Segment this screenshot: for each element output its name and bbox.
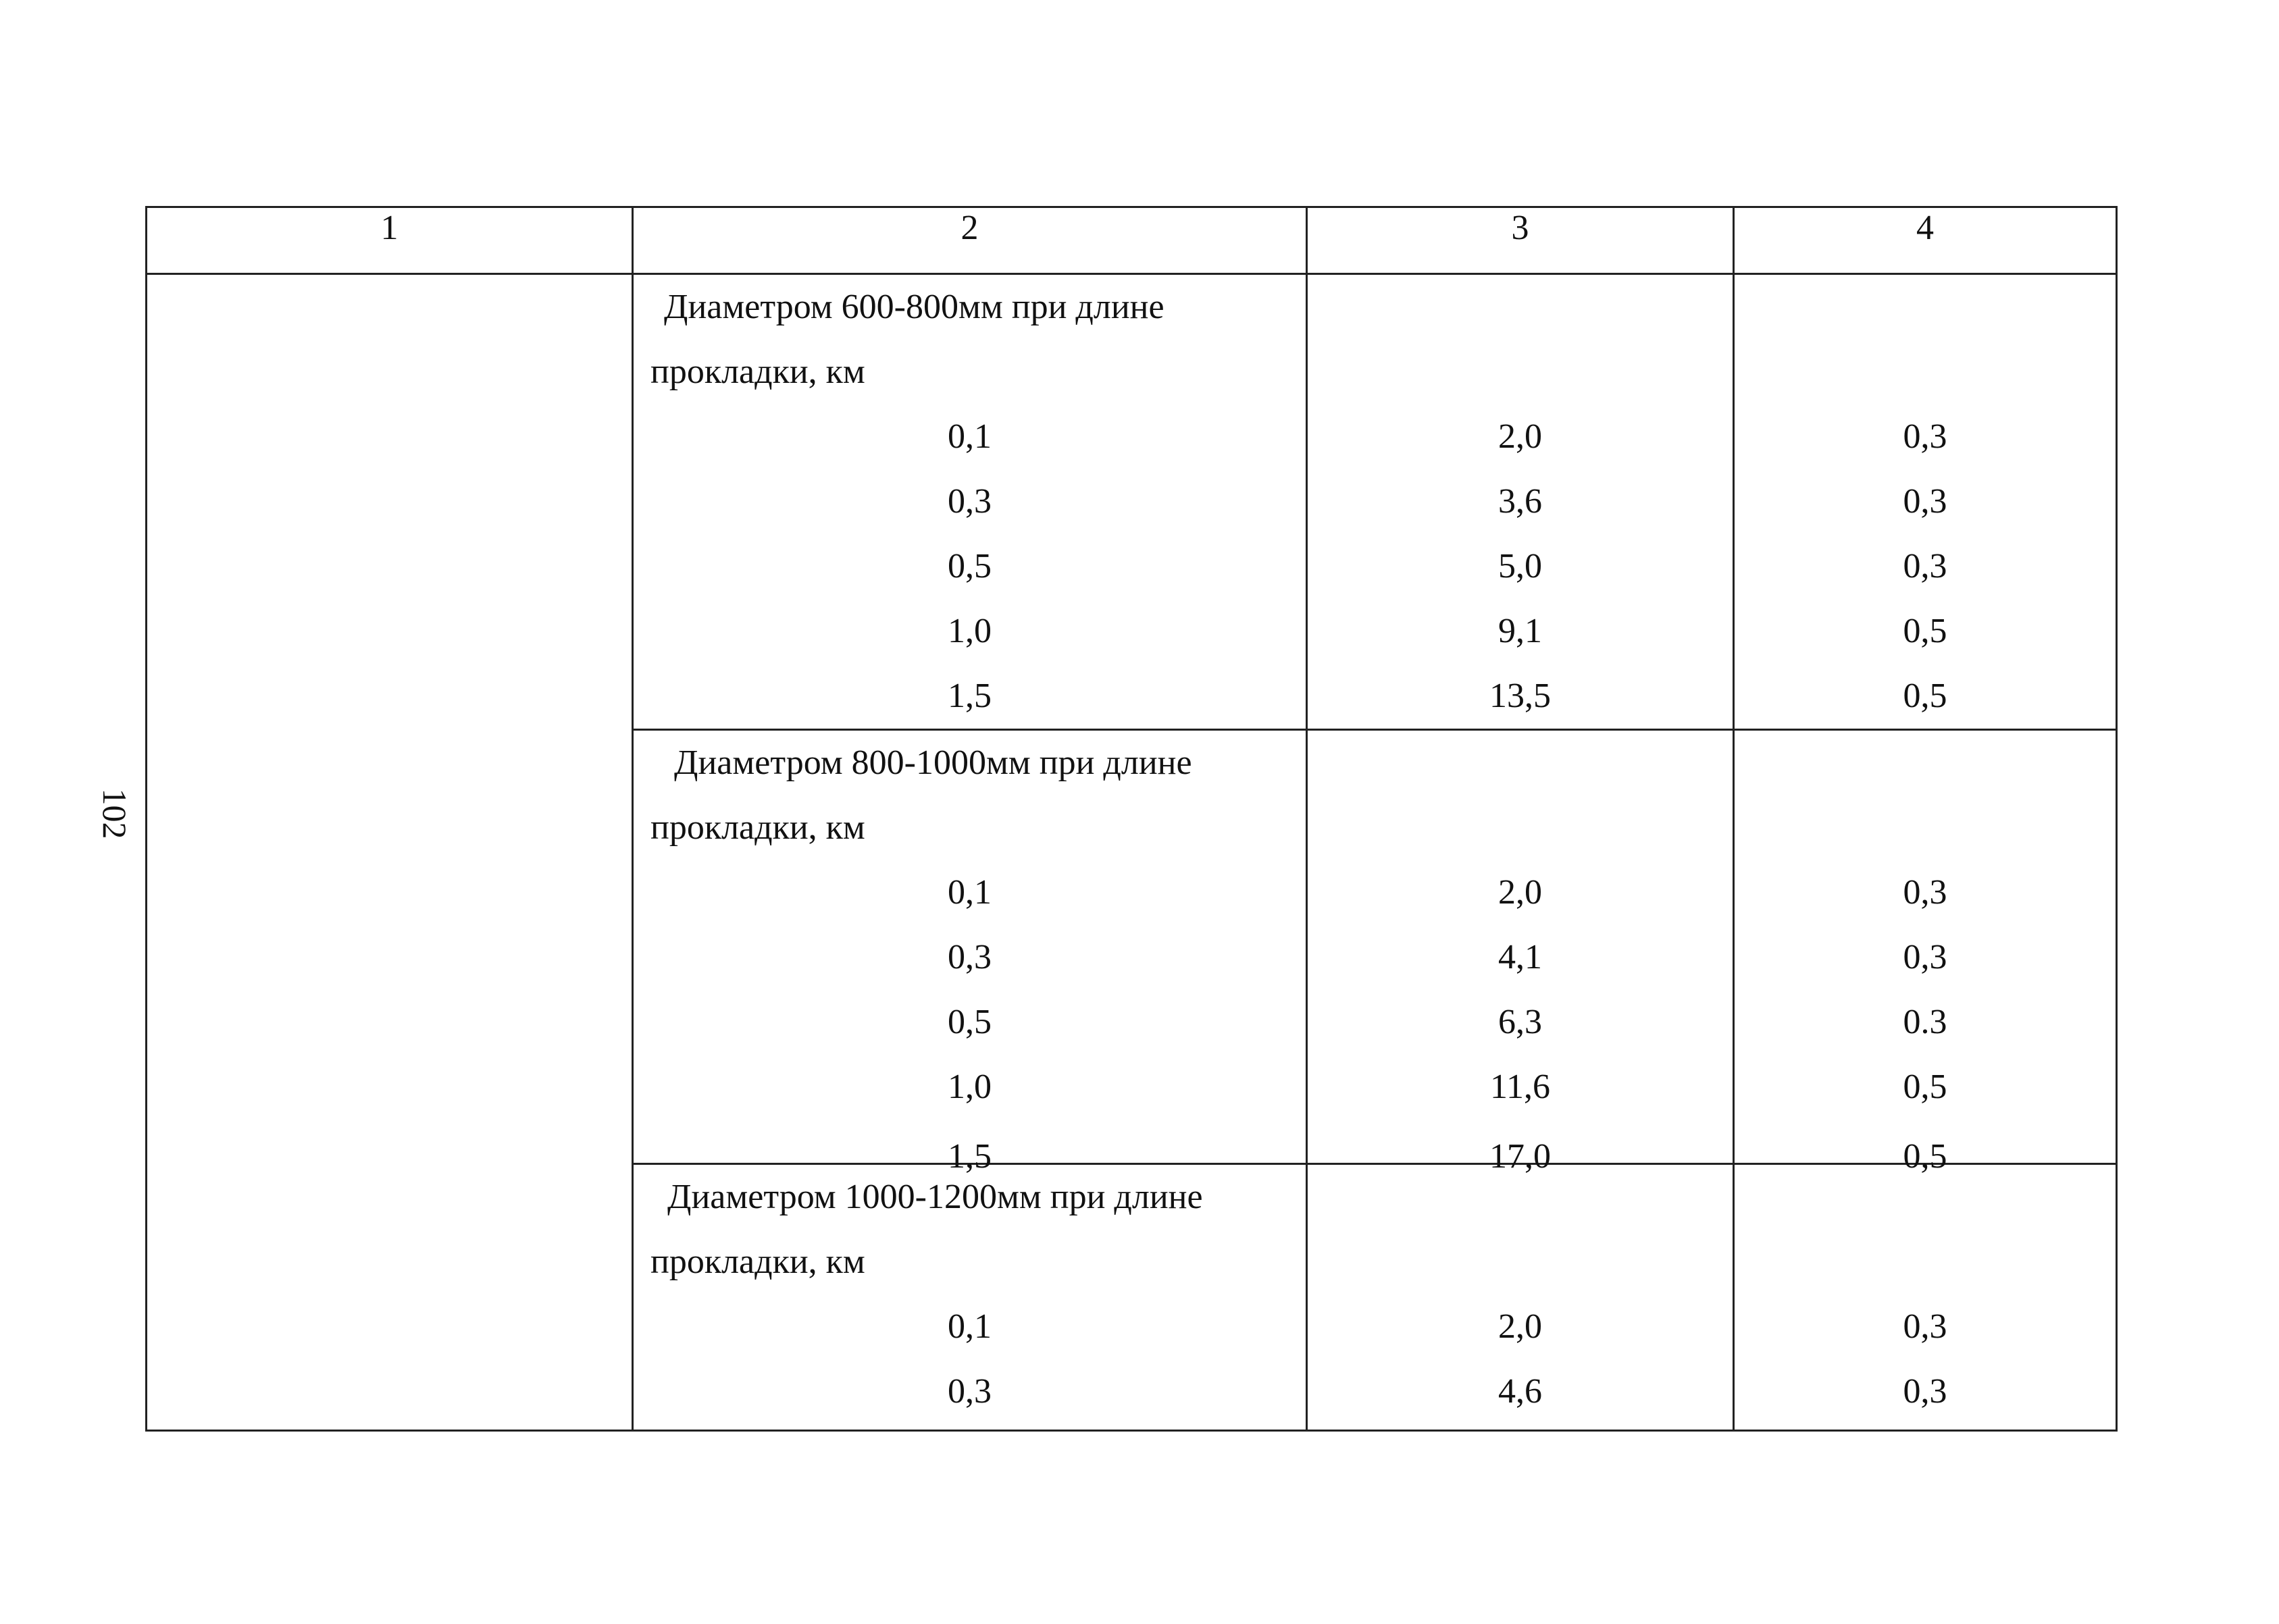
col-3-value: 2,0 — [1498, 1307, 1542, 1346]
col-3-value: 9,1 — [1498, 612, 1542, 650]
col-3-value: 11,6 — [1489, 1068, 1551, 1106]
group-row — [147, 274, 2117, 730]
col-4-value: 0,5 — [1903, 612, 1947, 650]
data-table — [145, 206, 2118, 1432]
col-4-cell — [1734, 1164, 2117, 1431]
header-col-3: 3 — [1307, 207, 1734, 274]
group-title: Диаметром 800-1000мм при длине — [674, 743, 1192, 782]
col-4-value: 0,5 — [1903, 1137, 1947, 1176]
col-3-value: 4,1 — [1498, 938, 1542, 976]
length-value: 0,5 — [948, 547, 992, 585]
group-description-cell — [633, 1164, 1307, 1431]
length-value: 1,0 — [948, 612, 992, 650]
length-value: 0,3 — [948, 938, 992, 976]
length-value: 0,3 — [948, 1372, 992, 1411]
col-4-value: 0.3 — [1903, 1003, 1947, 1041]
group-title: Диаметром 1000-1200мм при длине — [667, 1178, 1203, 1216]
header-row — [147, 207, 2117, 274]
col-4-value: 0,3 — [1903, 547, 1947, 585]
col-4-value: 0,3 — [1903, 482, 1947, 521]
col-4-value: 0,3 — [1903, 1372, 1947, 1411]
col-4-value: 0,3 — [1903, 873, 1947, 912]
col-4-value: 0,5 — [1903, 677, 1947, 715]
group-title-continued: прокладки, км — [650, 1242, 865, 1281]
length-value: 0,1 — [948, 417, 992, 456]
page-number: 102 — [96, 788, 134, 839]
col-4-cell — [1734, 730, 2117, 1176]
col-3-value: 2,0 — [1498, 417, 1542, 456]
length-value: 0,1 — [948, 873, 992, 912]
length-value: 1,5 — [948, 1137, 992, 1176]
header-col-1: 1 — [147, 207, 633, 274]
group-description-cell — [633, 274, 1307, 730]
col-3-cell — [1307, 730, 1734, 1176]
col-3-cell — [1307, 274, 1734, 730]
col-3-value: 17,0 — [1489, 1137, 1551, 1176]
length-value: 0,3 — [948, 482, 992, 521]
group-title-continued: прокладки, км — [650, 352, 865, 391]
col-3-value: 13,5 — [1489, 677, 1551, 715]
group-title-continued: прокладки, км — [650, 808, 865, 847]
group-description-cell — [633, 730, 1307, 1176]
col-4-value: 0,3 — [1903, 1307, 1947, 1346]
header-col-4: 4 — [1734, 207, 2117, 274]
header-col-2: 2 — [633, 207, 1307, 274]
col-3-value: 4,6 — [1498, 1372, 1542, 1411]
col-3-value: 3,6 — [1498, 482, 1542, 521]
col-3-value: 5,0 — [1498, 547, 1542, 585]
length-value: 0,1 — [948, 1307, 992, 1346]
col-3-value: 6,3 — [1498, 1003, 1542, 1041]
group-title: Диаметром 600-800мм при длине — [664, 288, 1164, 326]
col-4-value: 0,3 — [1903, 938, 1947, 976]
length-value: 0,5 — [948, 1003, 992, 1041]
col-1-cell — [147, 274, 633, 1431]
length-value: 1,5 — [948, 677, 992, 715]
col-4-cell — [1734, 274, 2117, 730]
length-value: 1,0 — [948, 1068, 992, 1106]
col-4-value: 0,5 — [1903, 1068, 1947, 1106]
col-4-value: 0,3 — [1903, 417, 1947, 456]
col-3-value: 2,0 — [1498, 873, 1542, 912]
col-3-cell — [1307, 1164, 1734, 1431]
